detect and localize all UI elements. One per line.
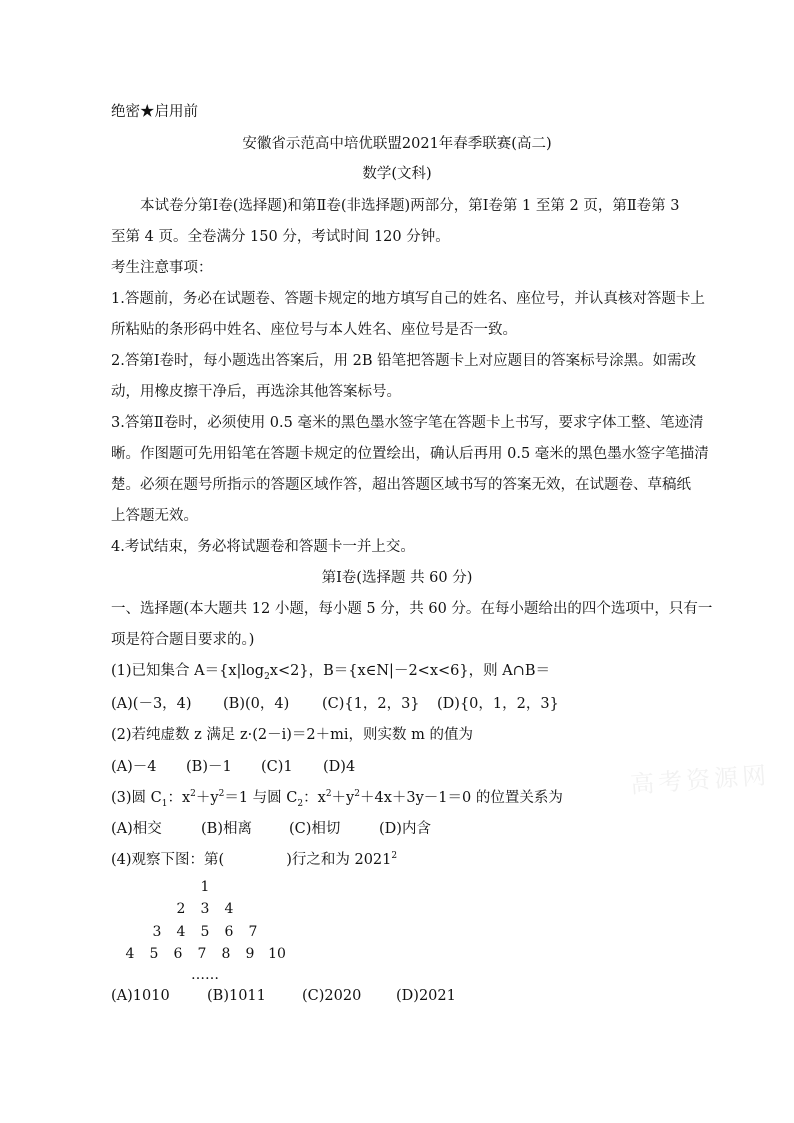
q4-option-c: (C)2020	[302, 988, 362, 1004]
secret-label: 绝密★启用前	[111, 104, 198, 120]
q4-option-b: (B)1011	[207, 988, 266, 1004]
triangle-cell: 5	[149, 946, 159, 962]
q3-f: ＋y	[331, 790, 355, 806]
q3-e: ：x	[303, 790, 326, 806]
note-3c: 楚。必须在题号所指示的答题区域作答，超出答题区域书写的答案无效，在试题卷、草稿纸	[111, 477, 691, 493]
q3-a: (3)圆 C	[111, 790, 162, 806]
q1-stem-b: x<2}，B＝{x∈N|－2<x<6}，则 A∩B＝	[269, 663, 550, 679]
triangle-cell: 4	[176, 924, 186, 940]
q3-d: ＝1 与圆 C	[224, 790, 298, 806]
question-4-stem	[111, 850, 397, 870]
q3-sup-2: 2	[218, 789, 225, 800]
question-4-options	[111, 986, 456, 1006]
triangle-cell: 9	[245, 946, 255, 962]
q3-sub-1: 1	[161, 798, 168, 809]
triangle-cell: 3	[152, 924, 162, 940]
triangle-cell: 4	[125, 946, 135, 962]
q3-sup-1: 2	[190, 789, 196, 800]
triangle-cell: 8	[221, 946, 231, 962]
watermark: 高考资源网	[629, 761, 771, 799]
note-1a: 1.答题前，务必在试题卷、答题卡规定的地方填写自己的姓名、座位号，并认真核对答题卡上	[111, 291, 705, 307]
q1-option-d: (D){0，1，2，3}	[437, 696, 559, 712]
q3-b: ：x	[167, 790, 191, 806]
note-4: 4.考试结束，务必将试题卷和答题卡一并上交。	[111, 539, 415, 555]
triangle-cell: 1	[200, 879, 210, 895]
exam-title: 安徽省示范高中培优联盟2021年春季联赛(高二)	[242, 136, 552, 152]
q3-option-b: (B)相离	[201, 821, 252, 837]
question-3-options	[111, 819, 431, 839]
question-3-stem	[111, 788, 563, 808]
q2-option-d: (D)4	[323, 759, 356, 775]
note-1b: 所粘贴的条形码中姓名、座位号与本人姓名、座位号是否一致。	[111, 322, 517, 338]
intro-line-2: 至第 4 页。全卷满分 150 分，考试时间 120 分钟。	[111, 229, 450, 245]
question-2-options	[111, 757, 355, 777]
note-3a: 3.答第Ⅱ卷时，必须使用 0.5 毫米的黑色墨水签字笔在答题卡上书写，要求字体工整、笔迹清	[111, 415, 704, 431]
triangle-ellipsis: ……	[191, 967, 219, 983]
q3-option-c: (C)相切	[289, 821, 341, 837]
q3-option-a: (A)相交	[111, 821, 162, 837]
triangle-cell: 7	[248, 924, 258, 940]
q1-option-a: (A)(－3，4)	[111, 696, 192, 712]
triangle-cell: 7	[197, 946, 207, 962]
q3-sub-2: 2	[297, 798, 304, 809]
q4-option-d: (D)2021	[396, 988, 456, 1004]
triangle-cell: 3	[200, 901, 210, 917]
q1-log-base: 2	[264, 671, 270, 682]
q1-option-b: (B)(0，4)	[223, 696, 290, 712]
section-title: 第Ⅰ卷(选择题 共 60 分)	[321, 570, 473, 586]
triangle-cell: 5	[200, 924, 210, 940]
q3-g: ＋4x＋3y－1＝0 的位置关系为	[359, 790, 563, 806]
q3-sup-3: 2	[325, 789, 332, 800]
triangle-cell: 6	[224, 924, 234, 940]
q3-sup-4: 2	[354, 789, 360, 800]
subject-title: 数学(文科)	[362, 166, 432, 182]
notes-heading: 考生注意事项：	[111, 260, 213, 276]
note-2b: 动，用橡皮擦干净后，再选涂其他答案标号。	[111, 384, 401, 400]
q2-option-b: (B)－1	[186, 759, 232, 775]
triangle-cell: 10	[268, 946, 286, 962]
note-3b: 晰。作图题可先用铅笔在答题卡规定的位置绘出，确认后再用 0.5 毫米的黑色墨水签字笔描清	[111, 446, 709, 462]
triangle-cell: 2	[176, 901, 186, 917]
triangle-cell: 6	[173, 946, 183, 962]
question-1-stem	[111, 661, 550, 681]
q4-sup: 2	[391, 851, 398, 862]
q1-option-c: (C){1，2，3}	[322, 696, 420, 712]
q4-option-a: (A)1010	[111, 988, 170, 1004]
question-2-stem: (2)若纯虚数 z 满足 z·(2－i)＝2＋mi，则实数 m 的值为	[111, 727, 474, 743]
q2-option-a: (A)－4	[111, 759, 157, 775]
q3-c: ＋y	[195, 790, 219, 806]
section-instruction-2: 项是符合题目要求的。)	[111, 632, 255, 648]
section-instruction-1: 一、选择题(本大题共 12 小题，每小题 5 分，共 60 分。在每小题给出的四个选项中，只有一	[111, 601, 713, 617]
note-2a: 2.答第Ⅰ卷时，每小题选出答案后，用 2B 铅笔把答题卡上对应题目的答案标号涂黑。如需改	[111, 353, 697, 369]
intro-line-1: 本试卷分第Ⅰ卷(选择题)和第Ⅱ卷(非选择题)两部分，第Ⅰ卷第 1 至第 2 页，第Ⅱ卷第 3	[140, 198, 680, 214]
triangle-cell: 4	[224, 901, 234, 917]
q1-stem-a: (1)已知集合 A＝{x|log	[111, 663, 265, 679]
q4-b: )行之和为 2021	[286, 852, 392, 868]
note-3d: 上答题无效。	[111, 508, 198, 524]
q2-option-c: (C)1	[261, 759, 293, 775]
q4-a: (4)观察下图：第(	[111, 852, 225, 868]
question-1-options	[111, 694, 559, 714]
q3-option-d: (D)内含	[379, 821, 431, 837]
